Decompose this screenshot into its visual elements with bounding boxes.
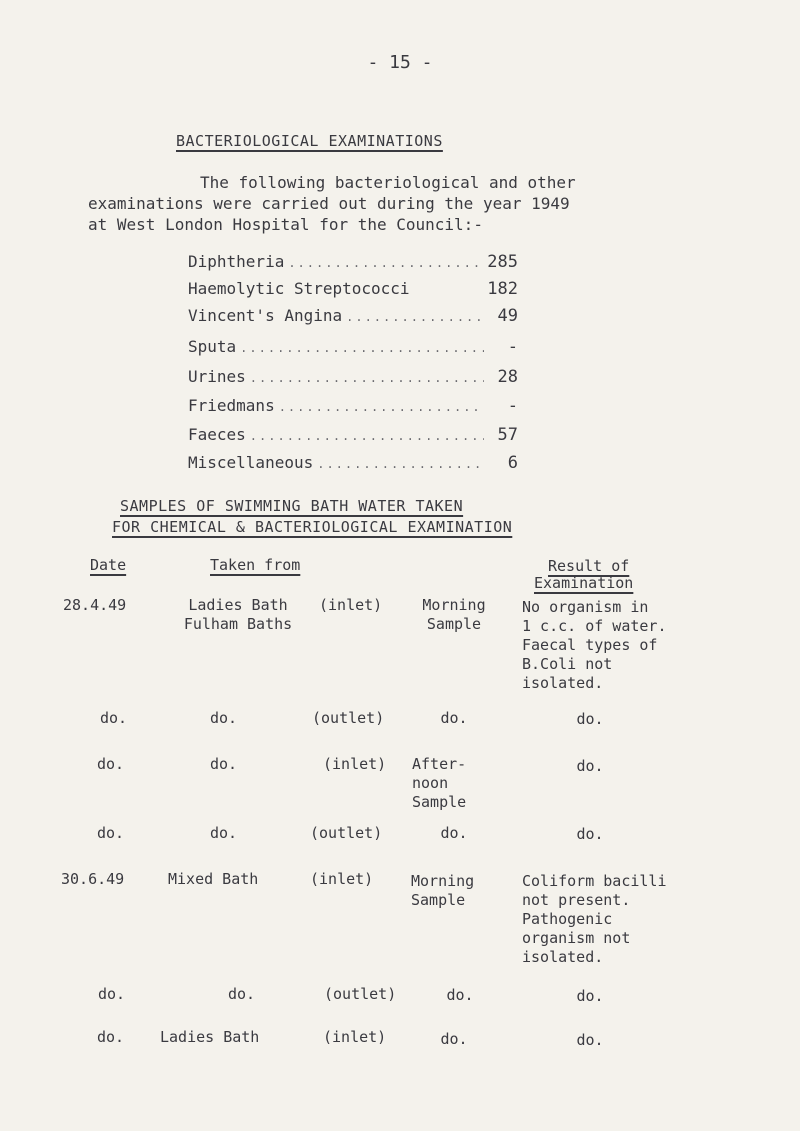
- intro-line-3: at West London Hospital for the Council:-: [88, 215, 483, 234]
- cell-date: 30.6.49: [61, 870, 125, 888]
- cell-point: (outlet): [324, 985, 397, 1003]
- cell-place: do.: [210, 755, 238, 773]
- cell-place: do.: [210, 709, 238, 727]
- cell-time: do.: [440, 824, 468, 842]
- leader-dots: [240, 341, 484, 355]
- leader-dots: [288, 256, 483, 270]
- intro-line-2: examinations were carried out during the year 1949: [88, 194, 570, 213]
- cell-date: do.: [98, 985, 126, 1003]
- header-taken-from: Taken from: [210, 556, 301, 574]
- exam-item-urines: [188, 367, 518, 391]
- cell-point: (outlet): [310, 824, 383, 842]
- exam-item-label: Vincent's Angina: [188, 306, 343, 325]
- leader-dots: [279, 400, 484, 414]
- cell-time: After- noon Sample: [412, 755, 467, 811]
- cell-time: do.: [440, 1030, 468, 1048]
- cell-date: 28.4.49: [63, 596, 127, 614]
- cell-point: (inlet): [323, 1028, 387, 1046]
- leader-dots: [317, 457, 484, 471]
- exam-item-label: Haemolytic Streptococci: [188, 279, 410, 298]
- cell-date: do.: [97, 755, 125, 773]
- header-result-line2: Examination: [534, 574, 634, 592]
- cell-place: do.: [210, 824, 238, 842]
- leader-dots: [346, 310, 484, 324]
- cell-result: do.: [576, 825, 604, 843]
- exam-item-count: 28: [497, 367, 518, 387]
- cell-result: do.: [576, 757, 604, 775]
- section-title-bacteriological: BACTERIOLOGICAL EXAMINATIONS: [176, 132, 443, 150]
- exam-item-label: Miscellaneous: [188, 453, 314, 472]
- page-number: - 15 -: [367, 52, 433, 73]
- exam-item-haemolytic: [188, 279, 518, 303]
- exam-item-vincents: [188, 306, 518, 330]
- exam-item-count: 6: [507, 453, 518, 473]
- cell-time: do.: [440, 709, 468, 727]
- exam-item-friedmans: [188, 396, 518, 420]
- cell-point: (inlet): [319, 596, 383, 614]
- cell-place: Ladies Bath Fulham Baths: [183, 596, 293, 633]
- exam-item-diphtheria: [188, 252, 518, 276]
- exam-item-faeces: [188, 425, 518, 449]
- cell-date: do.: [97, 1028, 125, 1046]
- header-result-line1: Result of: [548, 557, 630, 575]
- cell-point: (outlet): [312, 709, 385, 727]
- cell-time: Morning Sample: [422, 596, 486, 633]
- exam-item-count: 182: [487, 279, 518, 299]
- exam-item-label: Friedmans: [188, 396, 275, 415]
- exam-item-label: Faeces: [188, 425, 246, 444]
- cell-date: do.: [100, 709, 128, 727]
- exam-item-count: 57: [497, 425, 518, 445]
- exam-item-count: -: [507, 396, 518, 416]
- cell-result: do.: [576, 1031, 604, 1049]
- exam-item-label: Sputa: [188, 337, 237, 356]
- exam-item-count: -: [507, 337, 518, 357]
- cell-place: Mixed Bath: [168, 870, 259, 888]
- cell-time: do.: [446, 986, 474, 1004]
- cell-result: No organism in 1 c.c. of water. Faecal types of B.Coli not isolated.: [522, 598, 667, 692]
- exam-item-sputa: [188, 337, 518, 361]
- intro-line-1: The following bacteriological and other: [200, 173, 576, 192]
- exam-item-miscellaneous: [188, 453, 518, 477]
- exam-item-label: Diphtheria: [188, 252, 285, 271]
- cell-result: do.: [576, 987, 604, 1005]
- cell-date: do.: [97, 824, 125, 842]
- header-date: Date: [90, 556, 127, 574]
- section-title-swimming-line2: FOR CHEMICAL & BACTERIOLOGICAL EXAMINATION: [112, 518, 513, 536]
- cell-place: do.: [228, 985, 256, 1003]
- exam-item-label: Urines: [188, 367, 246, 386]
- cell-result: Coliform bacilli not present. Pathogenic organism not isolated.: [522, 872, 667, 966]
- cell-point: (inlet): [310, 870, 374, 888]
- cell-point: (inlet): [323, 755, 387, 773]
- cell-result: do.: [576, 710, 604, 728]
- cell-time: Morning Sample: [411, 872, 475, 909]
- leader-dots: [250, 429, 484, 443]
- exam-item-count: 49: [497, 306, 518, 326]
- exam-item-count: 285: [487, 252, 518, 272]
- section-title-swimming-line1: SAMPLES OF SWIMMING BATH WATER TAKEN: [120, 497, 464, 515]
- cell-place: Ladies Bath: [160, 1028, 260, 1046]
- leader-dots: [250, 371, 484, 385]
